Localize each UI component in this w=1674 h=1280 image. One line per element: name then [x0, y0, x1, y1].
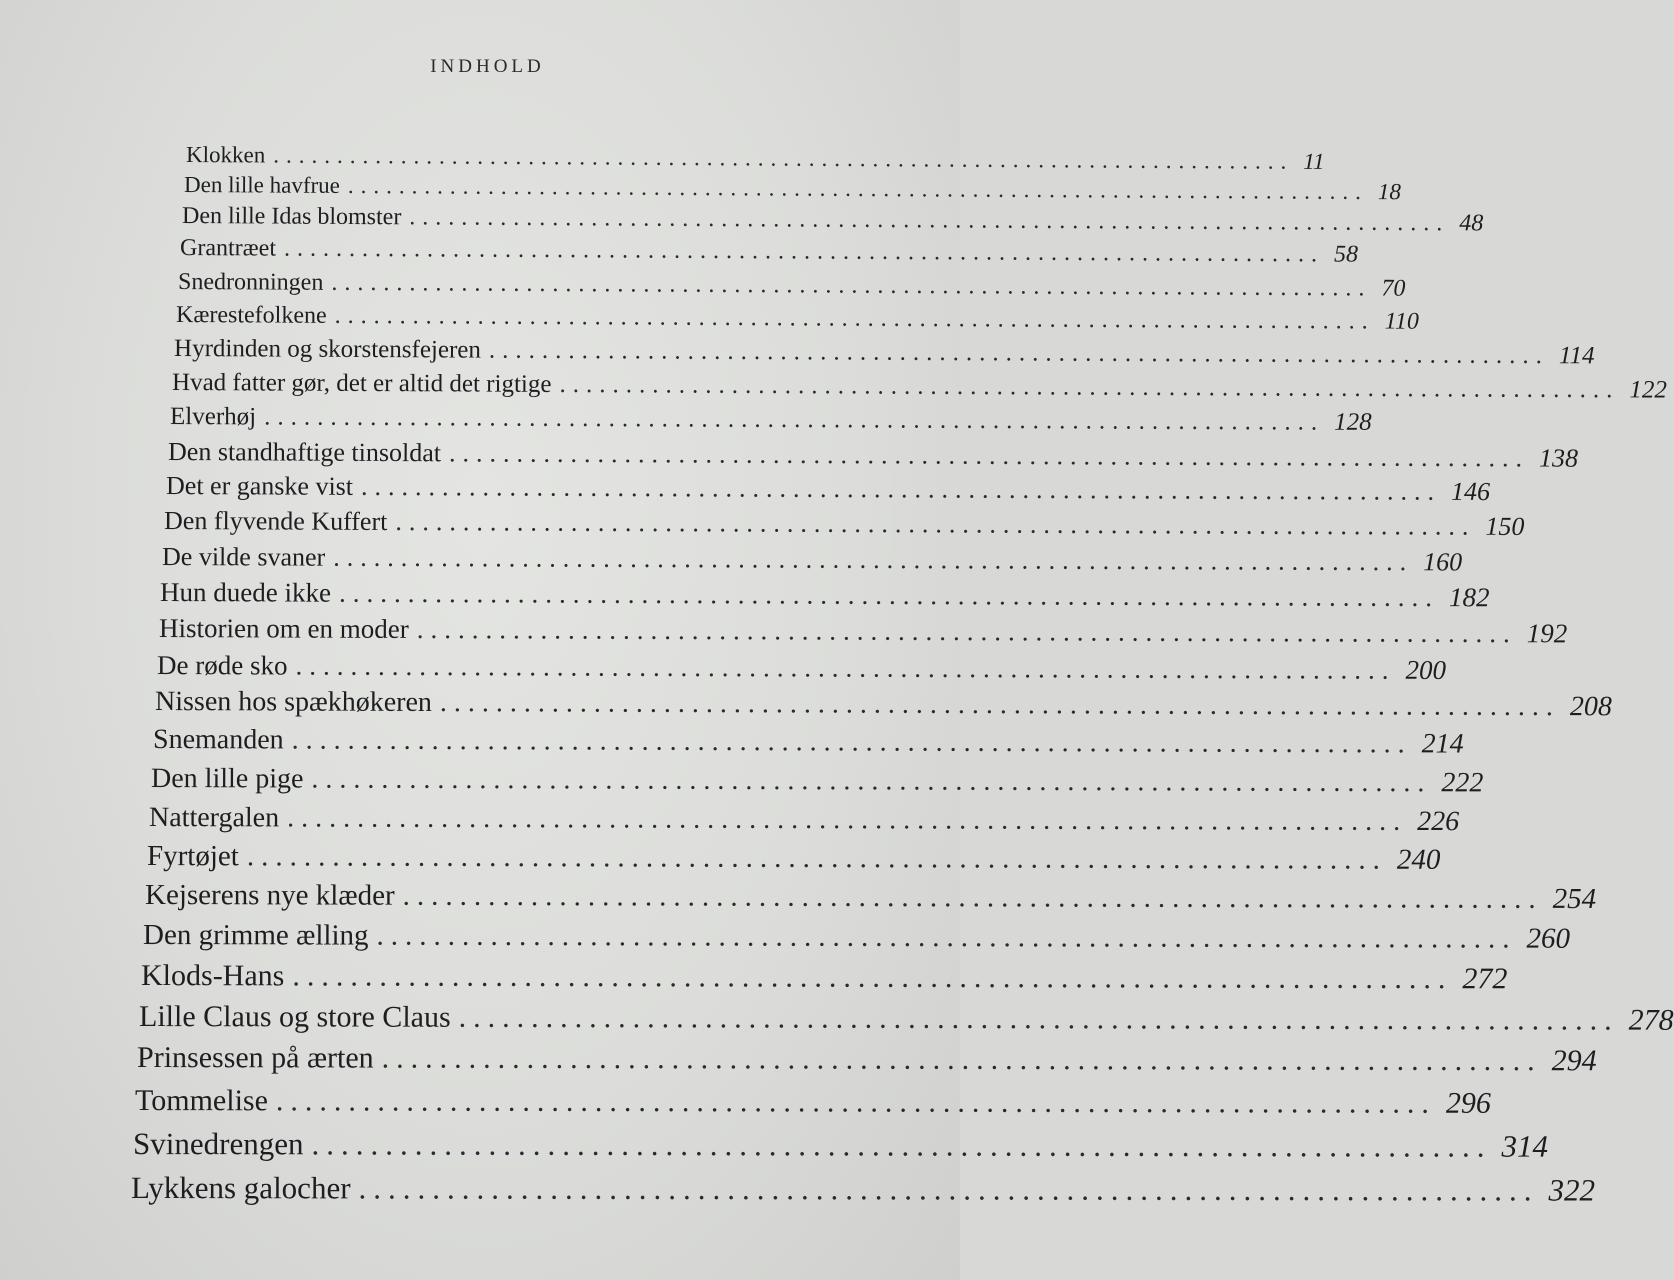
toc-entry [173, 335, 1595, 370]
entry-page-number: 128 [1334, 408, 1372, 436]
dot-leader: ................................................................................ [311, 763, 1432, 799]
dot-leader: ................................................................................ [291, 724, 1412, 760]
toc-entry [154, 686, 1612, 723]
entry-page-number: 114 [1558, 342, 1595, 370]
dot-leader: ................................................................................ [488, 336, 1549, 370]
entry-title: Elverhøj [169, 403, 257, 431]
entry-title: Nissen hos spækhøkeren [154, 686, 432, 719]
toc-entry [140, 959, 1508, 996]
toc-entry [179, 235, 1359, 268]
entry-page-number: 58 [1333, 241, 1359, 268]
entry-title: Prinsessen på ærten [136, 1041, 374, 1075]
entry-page-number: 11 [1303, 148, 1325, 174]
dot-leader: ................................................................................ [246, 840, 1387, 876]
toc-entry [183, 172, 1401, 205]
entry-page-number: 200 [1405, 654, 1447, 685]
entry-title: Nattergalen [148, 802, 280, 834]
dot-leader: ................................................................................ [292, 959, 1453, 996]
toc-entry [132, 1126, 1549, 1164]
dot-leader: ................................................................................ [273, 142, 1294, 174]
dot-leader: ................................................................................ [409, 204, 1450, 237]
entry-title: Snemanden [152, 724, 284, 756]
entry-page-number: 278 [1628, 1003, 1674, 1037]
dot-leader: ................................................................................ [416, 613, 1517, 649]
entry-title: De røde sko [156, 650, 288, 681]
entry-title: Hvad fatter gør, det er altid det rigtige [171, 369, 552, 398]
entry-title: Kærestefolkene [175, 302, 327, 329]
entry-page-number: 322 [1548, 1172, 1596, 1208]
dot-leader: ................................................................................ [275, 1084, 1436, 1120]
entry-title: Den lille havfrue [183, 172, 340, 198]
entry-page-number: 294 [1551, 1044, 1597, 1078]
toc-entry [181, 203, 1484, 237]
entry-page-number: 150 [1485, 511, 1525, 541]
toc-entry [163, 506, 1525, 541]
entry-page-number: 146 [1450, 476, 1491, 507]
entry-page-number: 122 [1629, 376, 1668, 404]
toc-entry [138, 1000, 1674, 1037]
toc-entry [158, 613, 1568, 649]
toc-entry [167, 437, 1579, 473]
dot-leader: ................................................................................ [361, 471, 1442, 506]
contents-heading: INDHOLD [430, 56, 545, 77]
entry-title: Fyrtøjet [146, 840, 239, 873]
toc-entry [144, 879, 1597, 916]
entry-title: Den flyvende Kuffert [163, 506, 388, 536]
dot-leader: ................................................................................ [358, 1170, 1539, 1208]
dot-leader: ................................................................................ [347, 172, 1368, 205]
entry-title: Tommelise [134, 1084, 268, 1118]
entry-title: Grantræet [179, 235, 277, 262]
dot-leader: ................................................................................ [334, 302, 1375, 335]
toc-entry [159, 577, 1490, 613]
entry-title: Klokken [185, 142, 266, 168]
dot-leader: ................................................................................ [287, 802, 1408, 837]
entry-page-number: 138 [1538, 443, 1579, 473]
entry-title: Den lille Idas blomster [181, 203, 402, 231]
toc-entry [165, 471, 1491, 507]
entry-page-number: 226 [1417, 805, 1460, 838]
toc-entry [134, 1084, 1491, 1120]
toc-entry [175, 302, 1419, 335]
toc-entry [142, 919, 1571, 955]
dot-leader: ................................................................................ [395, 507, 1476, 541]
entry-page-number: 160 [1423, 547, 1463, 577]
dot-leader: ................................................................................ [402, 879, 1543, 915]
entry-title: Hun duede ikke [159, 577, 332, 608]
entry-page-number: 272 [1462, 962, 1508, 996]
entry-page-number: 110 [1384, 308, 1419, 335]
entry-title: Kejserens nye klæder [144, 879, 395, 912]
toc-entry [156, 650, 1447, 685]
entry-title: Svinedrengen [132, 1126, 304, 1162]
toc-entry [148, 802, 1460, 838]
toc-entry [130, 1170, 1596, 1208]
entry-page-number: 18 [1377, 179, 1401, 205]
entry-page-number: 254 [1552, 882, 1597, 916]
entry-page-number: 208 [1569, 691, 1612, 723]
dot-leader: ................................................................................ [333, 542, 1414, 577]
entry-title: De vilde svaner [161, 542, 326, 572]
entry-title: Den grimme ælling [142, 919, 369, 952]
toc-entry [146, 840, 1441, 876]
dot-leader: ................................................................................ [264, 403, 1325, 436]
entry-title: Snedronningen [177, 269, 324, 296]
dot-leader: ................................................................................ [295, 650, 1396, 685]
entry-page-number: 214 [1421, 728, 1464, 760]
dot-leader: ................................................................................ [331, 269, 1372, 302]
dot-leader: ................................................................................ [439, 687, 1560, 723]
toc-entry [161, 542, 1463, 577]
toc-entry [185, 142, 1325, 174]
toc-entry [136, 1041, 1597, 1078]
toc-entry [171, 369, 1668, 404]
entry-title: Lykkens galocher [130, 1170, 351, 1206]
entry-title: Klods-Hans [140, 959, 285, 993]
toc-entry [177, 269, 1406, 302]
dot-leader: ................................................................................ [338, 577, 1440, 613]
dot-leader: ................................................................................ [559, 370, 1620, 404]
entry-page-number: 48 [1459, 210, 1484, 237]
toc-entry [152, 724, 1464, 760]
entry-page-number: 222 [1441, 767, 1484, 799]
entry-title: Den standhaftige tinsoldat [167, 437, 442, 468]
dot-leader: ................................................................................ [458, 1000, 1619, 1037]
dot-leader: ................................................................................ [448, 438, 1530, 473]
entry-title: Hyrdinden og skorstensfejeren [173, 335, 482, 364]
entry-page-number: 192 [1526, 618, 1568, 649]
toc-entry [150, 763, 1484, 799]
entry-page-number: 314 [1501, 1128, 1549, 1164]
entry-page-number: 296 [1445, 1086, 1491, 1120]
toc-entry [169, 403, 1372, 436]
entry-page-number: 182 [1448, 582, 1490, 613]
dot-leader: ................................................................................ [311, 1126, 1492, 1164]
entry-title: Lille Claus og store Claus [138, 1000, 451, 1034]
entry-title: Det er ganske vist [165, 471, 354, 501]
entry-page-number: 70 [1381, 275, 1406, 302]
entry-title: Den lille pige [150, 763, 304, 795]
dot-leader: ................................................................................ [376, 919, 1517, 955]
entry-page-number: 260 [1526, 922, 1571, 955]
entry-title: Historien om en moder [158, 613, 409, 644]
dot-leader: ................................................................................ [381, 1041, 1542, 1078]
dot-leader: ................................................................................ [283, 235, 1325, 268]
entry-page-number: 240 [1396, 843, 1441, 876]
